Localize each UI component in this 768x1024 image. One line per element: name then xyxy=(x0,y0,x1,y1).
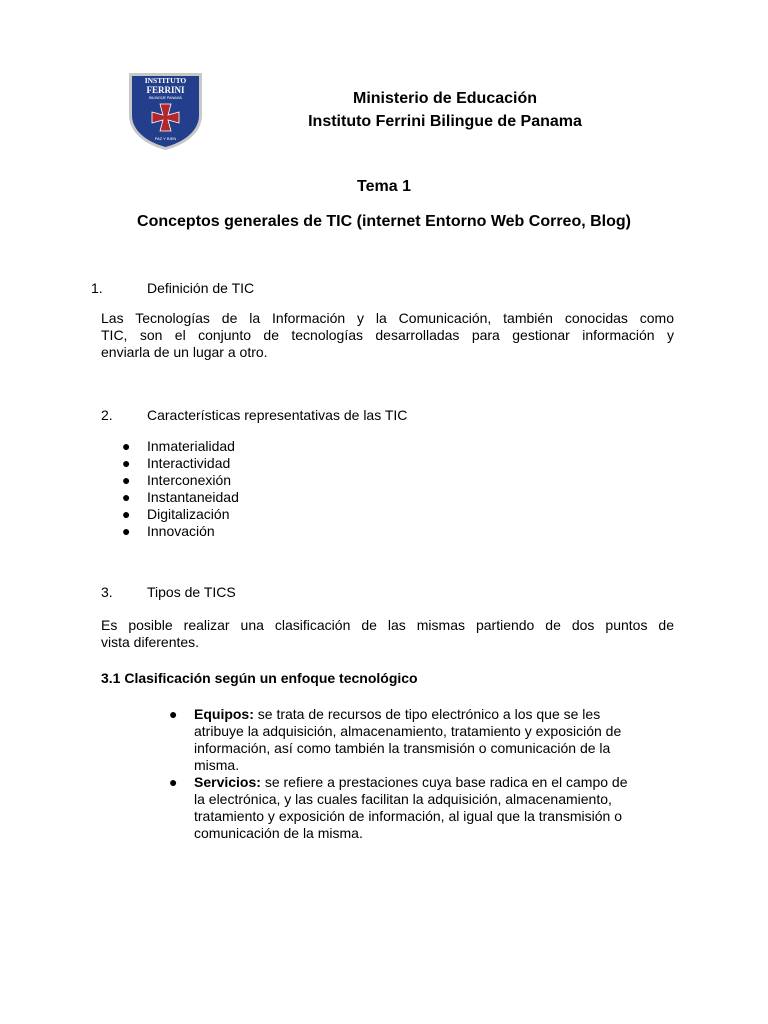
definition-term: Servicios: xyxy=(194,774,261,790)
bullet-icon: ● xyxy=(122,489,131,505)
section-number: 1. xyxy=(91,280,103,296)
paragraph-line: vista diferentes. xyxy=(101,634,200,650)
section-number: 2. xyxy=(101,407,113,423)
topic-title: Tema 1 xyxy=(357,178,411,195)
definition-paragraph xyxy=(101,310,674,378)
bullet-icon: ● xyxy=(122,438,131,454)
bullet-icon: ● xyxy=(122,523,131,539)
document-header xyxy=(230,87,660,133)
ministry-title: Ministerio de Educación xyxy=(352,90,538,107)
logo-motto-text: PAZ Y BIEN xyxy=(154,136,177,141)
characteristics-list xyxy=(122,438,239,540)
list-item: ● Digitalización xyxy=(122,506,230,522)
section-heading-text: Definición de TIC xyxy=(147,280,255,296)
bullet-icon: ● xyxy=(122,455,131,471)
definition-text: la electrónica, y las cuales facilitan la adquisición, almacenamiento, xyxy=(194,791,612,807)
list-item: ● Instantaneidad xyxy=(122,489,239,505)
institute-title: Instituto Ferrini Bilingue de Panama xyxy=(308,113,582,130)
paragraph-line: TIC, son el conjunto de tecnologías desarrolladas para gestionar información y xyxy=(101,327,674,343)
definition-text: se trata de recursos de tipo electrónico a los que se les xyxy=(253,706,601,722)
list-item xyxy=(169,706,684,774)
definition-text: información, así como también la transmisión o comunicación de la xyxy=(194,740,611,756)
list-item: ● Interconexión xyxy=(122,472,232,488)
section-heading-text: Características representativas de las TIC xyxy=(147,407,408,423)
list-item: ● Inmaterialidad xyxy=(122,438,235,454)
section-heading-text: Tipos de TICS xyxy=(147,584,236,600)
logo-name-text: FERRINI xyxy=(146,85,185,95)
list-item: ● Innovación xyxy=(122,523,215,539)
paragraph-line: Las Tecnologías de la Información y la Comunicación, también conocidas como xyxy=(101,310,674,326)
definition-text: se refiere a prestaciones cuya base radica en el campo de xyxy=(260,774,628,790)
list-item xyxy=(169,774,684,842)
logo-top-text: INSTITUTO xyxy=(144,76,187,85)
topic-subtitle: Conceptos generales de TIC (internet Entorno Web Correo, Blog) xyxy=(137,213,631,230)
bullet-icon: ● xyxy=(169,774,178,790)
definition-text: tratamiento y exposición de información, al igual que la transmisión o xyxy=(194,808,623,824)
logo-sub-text: BILINGÜE PANAMÁ xyxy=(149,96,182,100)
definition-text: comunicación de la misma. xyxy=(194,825,363,841)
institute-logo xyxy=(127,71,204,151)
types-paragraph xyxy=(101,617,674,668)
list-item: ● Interactividad xyxy=(122,455,231,471)
paragraph-line: Es posible realizar una clasificación de las mismas partiendo de dos puntos de xyxy=(101,617,674,633)
definition-term: Equipos: xyxy=(194,706,254,722)
classification-list xyxy=(169,706,684,842)
bullet-icon: ● xyxy=(122,506,131,522)
bullet-icon: ● xyxy=(169,706,178,722)
subsection-heading: 3.1 Clasificación según un enfoque tecnológico xyxy=(101,670,418,686)
section-number: 3. xyxy=(101,584,113,600)
bullet-icon: ● xyxy=(122,472,131,488)
paragraph-line: enviarla de un lugar a otro. xyxy=(101,344,268,360)
definition-text: misma. xyxy=(194,757,240,773)
definition-text: atribuye la adquisición, almacenamiento, tratamiento y exposición de xyxy=(194,723,622,739)
